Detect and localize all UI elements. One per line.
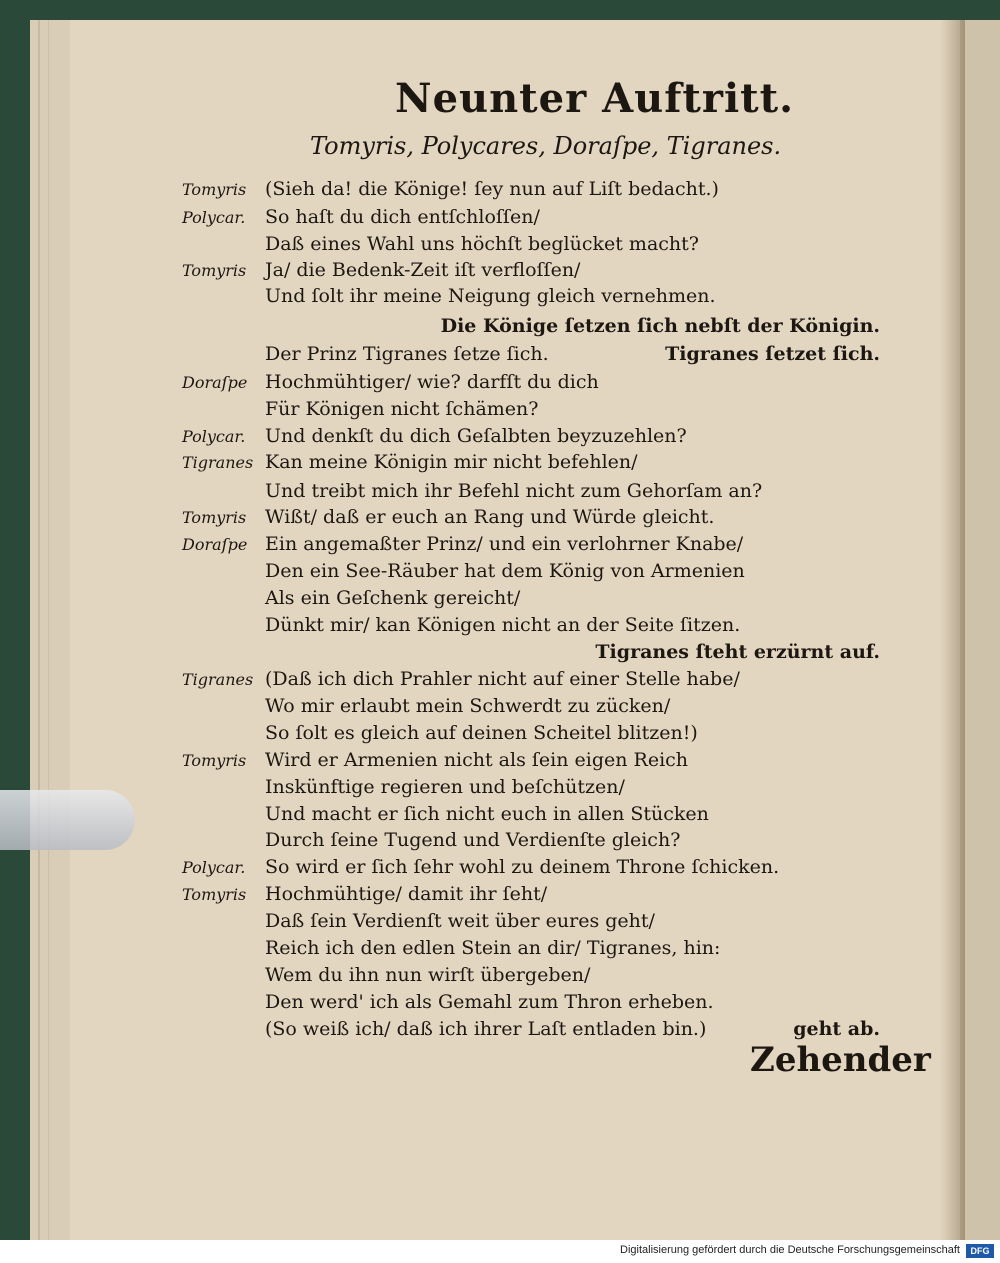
dialogue-text: Kan meine Königin mir nicht befehlen/	[265, 451, 638, 473]
dialogue-text: Und treibt mich ihr Befehl nicht zum Gehorſam an?	[265, 480, 763, 502]
dialogue-text: Reich ich den edlen Stein an dir/ Tigranes, hin:	[265, 937, 721, 959]
dialogue-line	[0, 749, 960, 775]
dialogue-text: Daß eines Wahl uns höchſt beglücket macht?	[265, 233, 699, 255]
dialogue-line	[0, 259, 960, 285]
dialogue-line	[0, 964, 960, 990]
dialogue-line	[0, 178, 960, 204]
dialogue-line	[0, 506, 960, 532]
dialogue-line	[0, 937, 960, 963]
speaker-name: Tigranes	[182, 670, 254, 689]
dialogue-line	[0, 641, 960, 667]
dialogue-line	[0, 587, 960, 613]
speaker-name: Polycar.	[182, 858, 246, 877]
dialogue-line	[0, 533, 960, 559]
dialogue-text: Inskünftige regieren und beſchützen/	[265, 776, 625, 798]
dialogue-line	[0, 398, 960, 424]
dialogue-text: Wem du ihn nun wirſt übergeben/	[265, 964, 591, 986]
dialogue-line	[0, 856, 960, 882]
dialogue-text: Durch ſeine Tugend und Verdienſte gleich?	[265, 829, 681, 851]
dialogue-line	[0, 560, 960, 586]
dialogue-line	[0, 480, 960, 506]
dialogue-text: Den werd' ich als Gemahl zum Thron erheben.	[265, 991, 714, 1013]
dialogue-text: So ſolt es gleich auf deinen Scheitel blitzen!)	[265, 722, 698, 744]
dialogue-line	[0, 829, 960, 855]
stage-direction: geht ab.	[793, 1018, 880, 1040]
speaker-name: Tomyris	[182, 508, 247, 527]
dialogue-text: Und ſolt ihr meine Neigung gleich vernehmen.	[265, 285, 716, 307]
dialogue-text: Wird er Armenien nicht als ſein eigen Reich	[265, 749, 689, 771]
dialogue-line	[0, 695, 960, 721]
dialogue-line	[0, 315, 960, 341]
dialogue-line	[0, 803, 960, 829]
dialogue-text: Wo mir erlaubt mein Schwerdt zu zücken/	[265, 695, 671, 717]
cast-list: Tomyris, Polycares, Doraſpe, Tigranes.	[310, 132, 782, 160]
stage-direction: Tigranes ſetzet ſich.	[665, 343, 880, 365]
dialogue-text: Dünkt mir/ kan Königen nicht an der Seite ſitzen.	[265, 614, 741, 636]
dialogue-text: Den ein See-Räuber hat dem König von Armenien	[265, 560, 745, 582]
dialogue-text: Hochmühtiger/ wie? darfſt du dich	[265, 371, 599, 393]
footer-bar	[0, 1240, 1000, 1263]
dialogue-text: Der Prinz Tigranes ſetze ſich.	[265, 343, 549, 365]
dialogue-text: Daß ſein Verdienſt weit über eures geht/	[265, 910, 655, 932]
speaker-name: Tigranes	[182, 453, 254, 472]
dialogue-text: Ein angemaßter Prinz/ und ein verlohrner Knabe/	[265, 533, 744, 555]
dialogue-text: (Sieh da! die Könige! ſey nun auf Liſt bedacht.)	[265, 178, 719, 200]
speaker-name: Polycar.	[182, 208, 246, 227]
stage-direction: Die Könige ſetzen ſich nebſt der Königin.	[440, 315, 880, 337]
footer-credit: Digitalisierung gefördert durch die Deutsche Forschungsgemeinschaft	[620, 1244, 960, 1256]
dfg-logo: DFG	[966, 1244, 994, 1258]
scene-heading: Neunter Auftritt.	[395, 75, 795, 122]
dialogue-text: Hochmühtige/ damit ihr ſeht/	[265, 883, 548, 905]
dialogue-text: Ja/ die Bedenk-Zeit iſt verfloſſen/	[265, 259, 581, 281]
dialogue-line	[0, 722, 960, 748]
dialogue-text: Und denkſt du dich Geſalbten beyzuzehlen?	[265, 425, 687, 447]
dialogue-text: Als ein Geſchenk gereicht/	[265, 587, 521, 609]
dialogue-text: Für Königen nicht ſchämen?	[265, 398, 539, 420]
dialogue-text: Wißt/ daß er euch an Rang und Würde gleicht.	[265, 506, 715, 528]
dialogue-line	[0, 206, 960, 232]
dialogue-text: So wird er ſich ſehr wohl zu deinem Throne ſchicken.	[265, 856, 780, 878]
stage-direction: Tigranes ſteht erzürnt auf.	[595, 641, 880, 663]
speaker-name: Doraſpe	[182, 373, 248, 392]
dialogue-line	[0, 233, 960, 259]
dialogue-line	[0, 343, 960, 369]
page-clip	[0, 790, 135, 850]
dialogue-text: (So weiß ich/ daß ich ihrer Laſt entladen bin.)	[265, 1018, 707, 1040]
dialogue-line	[0, 883, 960, 909]
dialogue-line	[0, 910, 960, 936]
speaker-name: Polycar.	[182, 427, 246, 446]
dialogue-line	[0, 371, 960, 397]
catchword: Zehender	[750, 1040, 931, 1080]
dialogue-line	[0, 425, 960, 451]
speaker-name: Tomyris	[182, 261, 247, 280]
dialogue-text: (Daß ich dich Prahler nicht auf einer Stelle habe/	[265, 668, 740, 690]
dialogue-line	[0, 668, 960, 694]
speaker-name: Tomyris	[182, 751, 247, 770]
dialogue-text: Und macht er ſich nicht euch in allen Stücken	[265, 803, 709, 825]
speaker-name: Doraſpe	[182, 535, 248, 554]
dialogue-line	[0, 776, 960, 802]
facing-page-edge	[960, 20, 1000, 1240]
dialogue-line	[0, 285, 960, 311]
dialogue-line	[0, 991, 960, 1017]
speaker-name: Tomyris	[182, 885, 247, 904]
dialogue-line	[0, 451, 960, 477]
dialogue-line	[0, 614, 960, 640]
dialogue-text: So haſt du dich entſchloſſen/	[265, 206, 540, 228]
speaker-name: Tomyris	[182, 180, 247, 199]
